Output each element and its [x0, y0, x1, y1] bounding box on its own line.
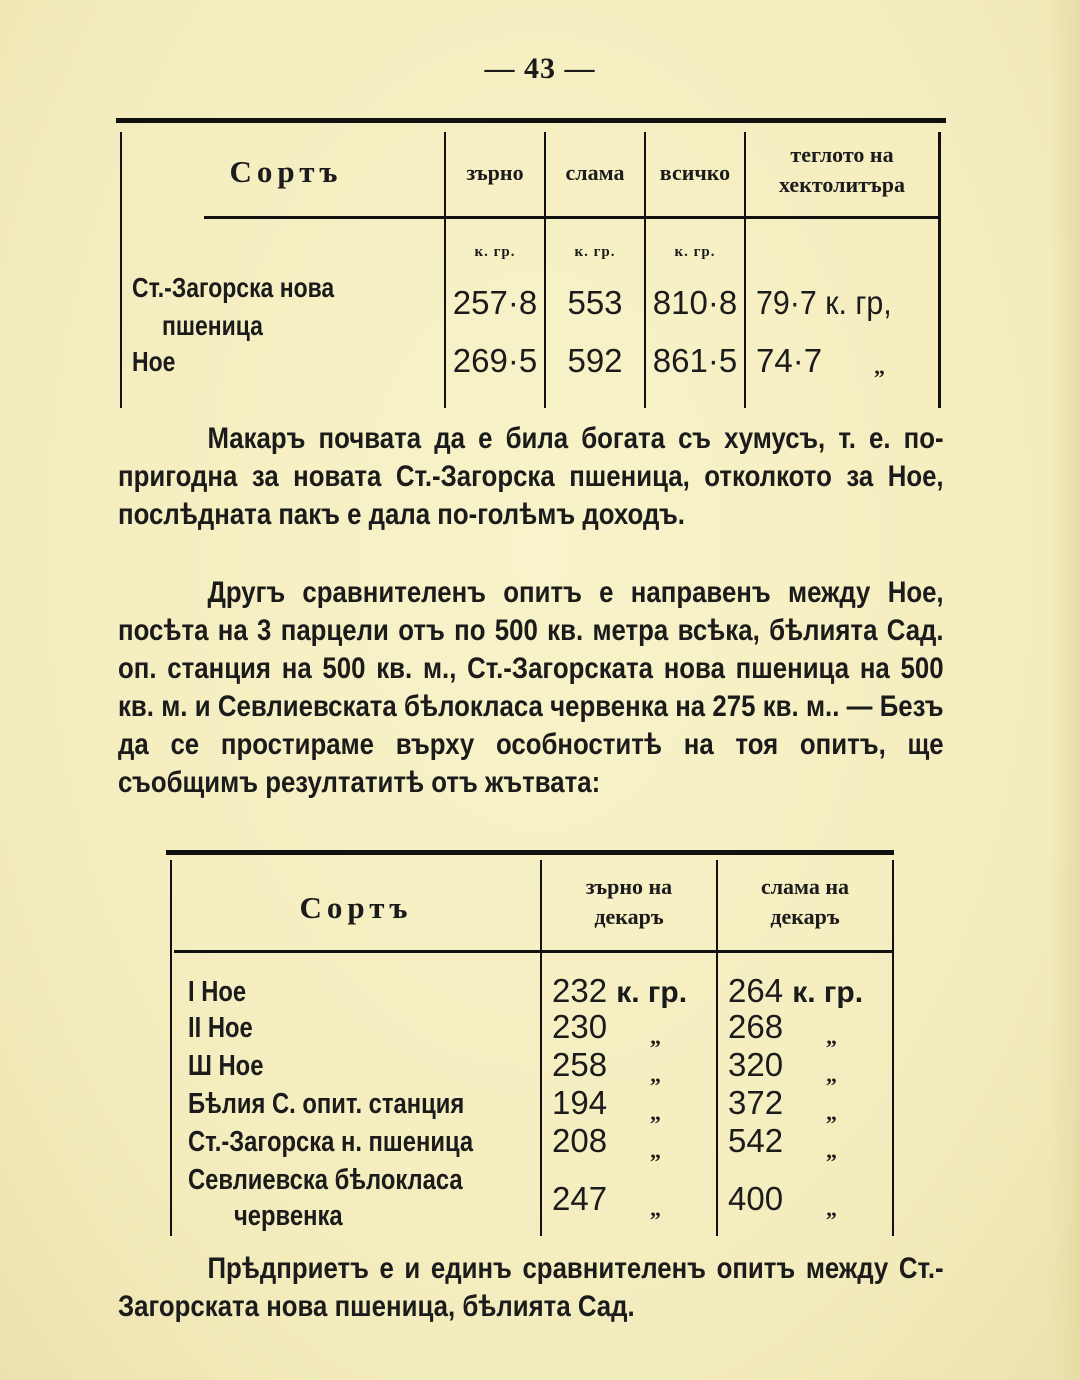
ditto-mark: „: [826, 1024, 837, 1049]
cell-weight: 74·7: [756, 342, 823, 379]
table-right-border: [938, 132, 941, 408]
paragraph-text: Другъ сравнителенъ опитъ е направенъ между Ное, посѣта на 3 парцели отъ по 500 кв. метра всѣка, бѣлията Сад. оп. станция на 500 кв. м., Ст.-Загорската нова пшеница на 500 кв. м. и Севлиевската бѣлокласа червенка на 275 кв. м.. — Безъ да се простираме върху особноститѣ на тоя опитъ, ще съобщимъ резултатитѣ отъ жътвата:: [118, 576, 944, 799]
row-name: Ст.-Загорска нова: [132, 272, 335, 303]
table-harvest-results: [166, 850, 894, 1236]
cell-grain: 194: [552, 1084, 608, 1121]
table-yield-comparison: [116, 118, 946, 408]
table-left-border: [170, 860, 172, 1236]
paragraph: [118, 420, 944, 534]
ditto-mark: „: [650, 1138, 661, 1163]
unit-straw: к. гр.: [574, 244, 616, 260]
table-top-rule: [166, 850, 894, 855]
ditto-mark: „: [826, 1138, 837, 1163]
header-sort: Сортъ: [229, 154, 343, 189]
header-grain-line2: декаръ: [594, 904, 664, 929]
table-header-rule: [174, 950, 894, 953]
header-grain-line1: зърно на: [585, 874, 673, 899]
cell-straw: 400: [728, 1180, 784, 1217]
cell-straw: 553: [567, 284, 623, 321]
header-grain: зърно: [466, 160, 524, 185]
ditto-mark: „: [650, 1024, 661, 1049]
header-straw-line1: слама на: [760, 874, 850, 899]
ditto-mark: „: [826, 1100, 837, 1125]
table-left-border: [120, 132, 122, 408]
cell-straw: 320: [728, 1046, 784, 1083]
paragraph: [118, 1250, 944, 1326]
row-name: II Ное: [188, 1012, 253, 1044]
cell-straw: 542: [728, 1122, 784, 1159]
header-weight-line1: теглото на: [790, 142, 894, 167]
ditto-mark: „: [826, 1062, 837, 1087]
page-number: — 43 —: [484, 52, 596, 85]
paragraph-text: Прѣдприетъ е и единъ сравнителенъ опитъ между Ст.-Загорската нова пшеница, бѣлията Сад.: [118, 1252, 944, 1323]
header-sort: Сортъ: [299, 890, 413, 925]
cell-straw: 268: [728, 1008, 784, 1045]
cell-grain: 230: [552, 1008, 608, 1045]
cell-grain: 258: [552, 1046, 608, 1083]
header-total: всичко: [659, 160, 731, 185]
row-name-continued: червенка: [234, 1200, 343, 1232]
row-name: I Ное: [188, 976, 247, 1008]
unit-total: к. гр.: [674, 244, 716, 260]
unit-grain: к. гр.: [474, 244, 516, 260]
paragraph: [118, 574, 944, 802]
cell-grain: 208: [552, 1122, 608, 1159]
page-edge-shadow: [1050, 0, 1080, 1380]
table-header-rule: [204, 216, 940, 219]
cell-total: 810·8: [652, 284, 738, 321]
cell-straw: 372: [728, 1084, 784, 1121]
paragraph-text: Макаръ почвата да е била богата съ хумусъ, т. е. по-пригодна за новата Ст.-Загорска пшеница, отколкото за Ное, послѣдната пакъ е дала по-голѣмъ доходъ.: [118, 422, 944, 531]
header-straw-line2: декаръ: [770, 904, 840, 929]
cell-straw: 264 к. гр.: [728, 972, 864, 1009]
cell-grain: 257·8: [452, 284, 538, 321]
cell-grain: 247: [552, 1180, 608, 1217]
header-straw: слама: [565, 160, 625, 185]
row-name: Ш Ное: [188, 1050, 264, 1082]
ditto-mark: „: [650, 1062, 661, 1087]
ditto-mark: „: [650, 1100, 661, 1125]
ditto-mark: „: [650, 1196, 661, 1221]
header-weight-line2: хектолитъра: [778, 172, 905, 197]
row-name: Ное: [132, 346, 176, 377]
ditto-mark: „: [874, 354, 885, 379]
table-right-border: [892, 860, 894, 1236]
cell-total: 861·5: [652, 342, 738, 379]
ditto-mark: „: [826, 1196, 837, 1221]
table-top-rule: [116, 118, 946, 123]
row-name: Ст.-Загорска н. пшеница: [188, 1126, 474, 1158]
cell-grain: 269·5: [452, 342, 538, 379]
cell-grain: 232 к. гр.: [552, 972, 688, 1009]
cell-straw: 592: [567, 342, 623, 379]
row-name: Севлиевска бѣлокласа: [188, 1164, 463, 1196]
row-name: Бѣлия С. опит. станция: [188, 1088, 465, 1120]
row-name-continued: пшеница: [162, 310, 263, 341]
cell-weight: 79·7 к. гр,: [756, 284, 892, 321]
